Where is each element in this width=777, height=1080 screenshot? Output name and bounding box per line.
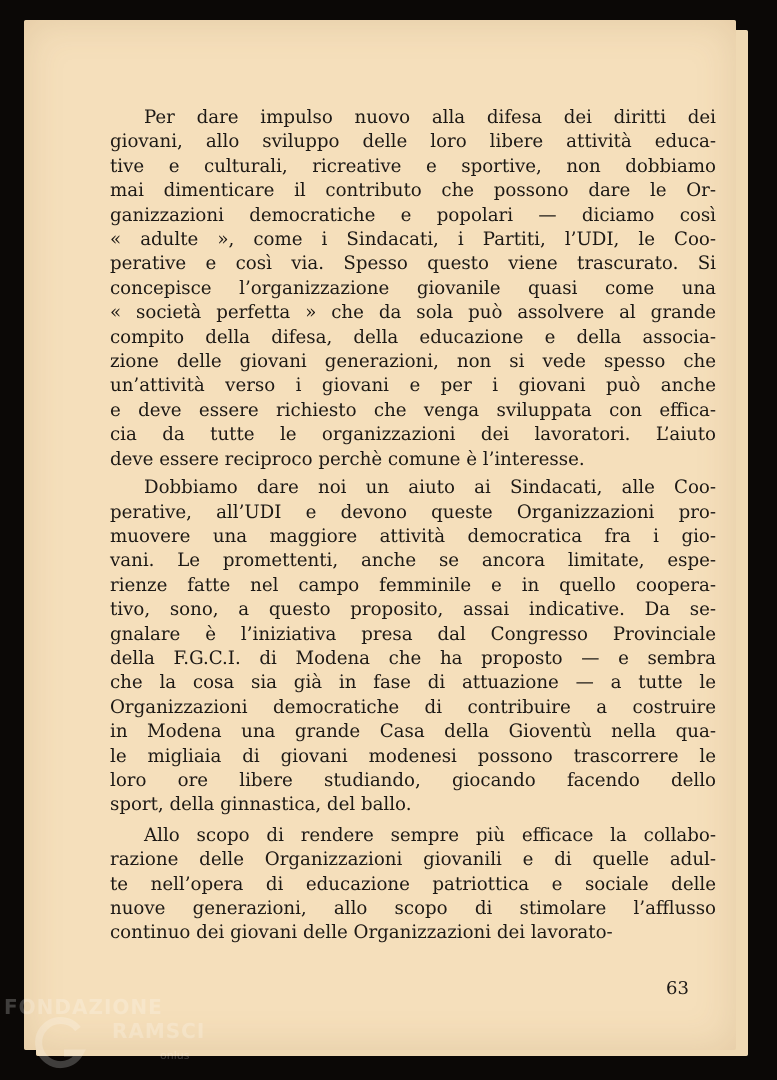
paragraph-3: [110, 824, 716, 946]
text-line: deve essere reciproco perchè comune è l’interesse.: [110, 448, 585, 470]
text-line: un’attività verso i giovani e per i giovani può anche: [110, 375, 716, 397]
text-line: Dobbiamo dare noi un aiuto ai Sindacati, alle Coo-: [144, 477, 716, 499]
text-line: della F.G.C.I. di Modena che ha proposto — e sembra: [110, 647, 716, 669]
watermark-line-1: FONDAZIONE: [4, 995, 163, 1019]
text-line: in Modena una grande Casa della Gioventù nella qua-: [110, 721, 716, 743]
text-line: razione delle Organizzazioni giovanili e di quelle adul-: [110, 849, 716, 871]
text-line: zione delle giovani generazioni, non si vede spesso che: [110, 351, 716, 373]
text-line: nuove generazioni, allo scopo di stimolare l’afflusso: [110, 898, 716, 919]
text-line: continuo dei giovani delle Organizzazioni dei lavorato-: [110, 922, 613, 944]
text-line: sport, della ginnastica, del ballo.: [110, 794, 412, 816]
text-line: che la cosa sia già in fase di attuazione — a tutte le: [110, 672, 716, 694]
text-line: rienze fatte nel campo femminile e in quello coopera-: [110, 574, 716, 596]
text-line: « società perfetta » che da sola può assolvere al grande: [110, 302, 716, 324]
text-line: e deve essere richiesto che venga sviluppata con effica-: [110, 399, 716, 421]
watermark-line-2: RAMSCI: [112, 1019, 206, 1043]
text-line: cia da tutte le organizzazioni dei lavoratori. L’aiuto: [110, 424, 716, 446]
fondazione-gramsci-watermark: [4, 995, 204, 1075]
text-line: te nell’opera di educazione patriottica e sociale delle: [110, 873, 716, 895]
text-line: « adulte », come i Sindacati, i Partiti, l’UDI, le Coo-: [110, 229, 716, 251]
text-line: perative e così via. Spesso questo viene trascurato. Si: [110, 253, 716, 275]
paragraph-2: [110, 476, 716, 818]
gramsci-g-logo-icon: [34, 1015, 86, 1071]
text-line: concepisce l’organizzazione giovanile quasi come una: [110, 277, 716, 299]
text-line: giovani, allo sviluppo delle loro libere attività educa-: [110, 131, 716, 153]
text-line: le migliaia di giovani modenesi possono trascorrere le: [110, 745, 716, 767]
page-number: 63: [666, 978, 689, 999]
text-line: muovere una maggiore attività democratica fra i gio-: [110, 525, 716, 547]
book-page: [24, 20, 736, 1050]
text-line: mai dimenticare il contributo che possono dare le Or-: [110, 180, 716, 202]
paragraph-1: [110, 106, 716, 472]
text-line: compito della difesa, della educazione e della associa-: [110, 326, 716, 348]
text-line: Allo scopo di rendere sempre più efficace la collabo-: [144, 824, 716, 846]
text-line: tivo, sono, a questo proposito, assai indicative. Da se-: [110, 599, 716, 621]
text-line: Organizzazioni democratiche di contribuire a costruire: [110, 696, 716, 718]
text-line: gnalare è l’iniziativa presa dal Congresso Provinciale: [110, 623, 716, 645]
page-text: [110, 106, 716, 946]
text-line: Per dare impulso nuovo alla difesa dei diritti dei: [144, 107, 716, 128]
text-line: ganizzazioni democratiche e popolari — diciamo così: [110, 204, 716, 226]
text-line: tive e culturali, ricreative e sportive, non dobbiamo: [110, 155, 716, 177]
text-line: vani. Le promettenti, anche se ancora limitate, espe-: [110, 550, 716, 572]
text-line: perative, all’UDI e devono queste Organizzazioni pro-: [110, 501, 716, 523]
text-line: loro ore libere studiando, giocando facendo dello: [110, 769, 716, 791]
watermark-line-3: onlus: [160, 1049, 190, 1062]
